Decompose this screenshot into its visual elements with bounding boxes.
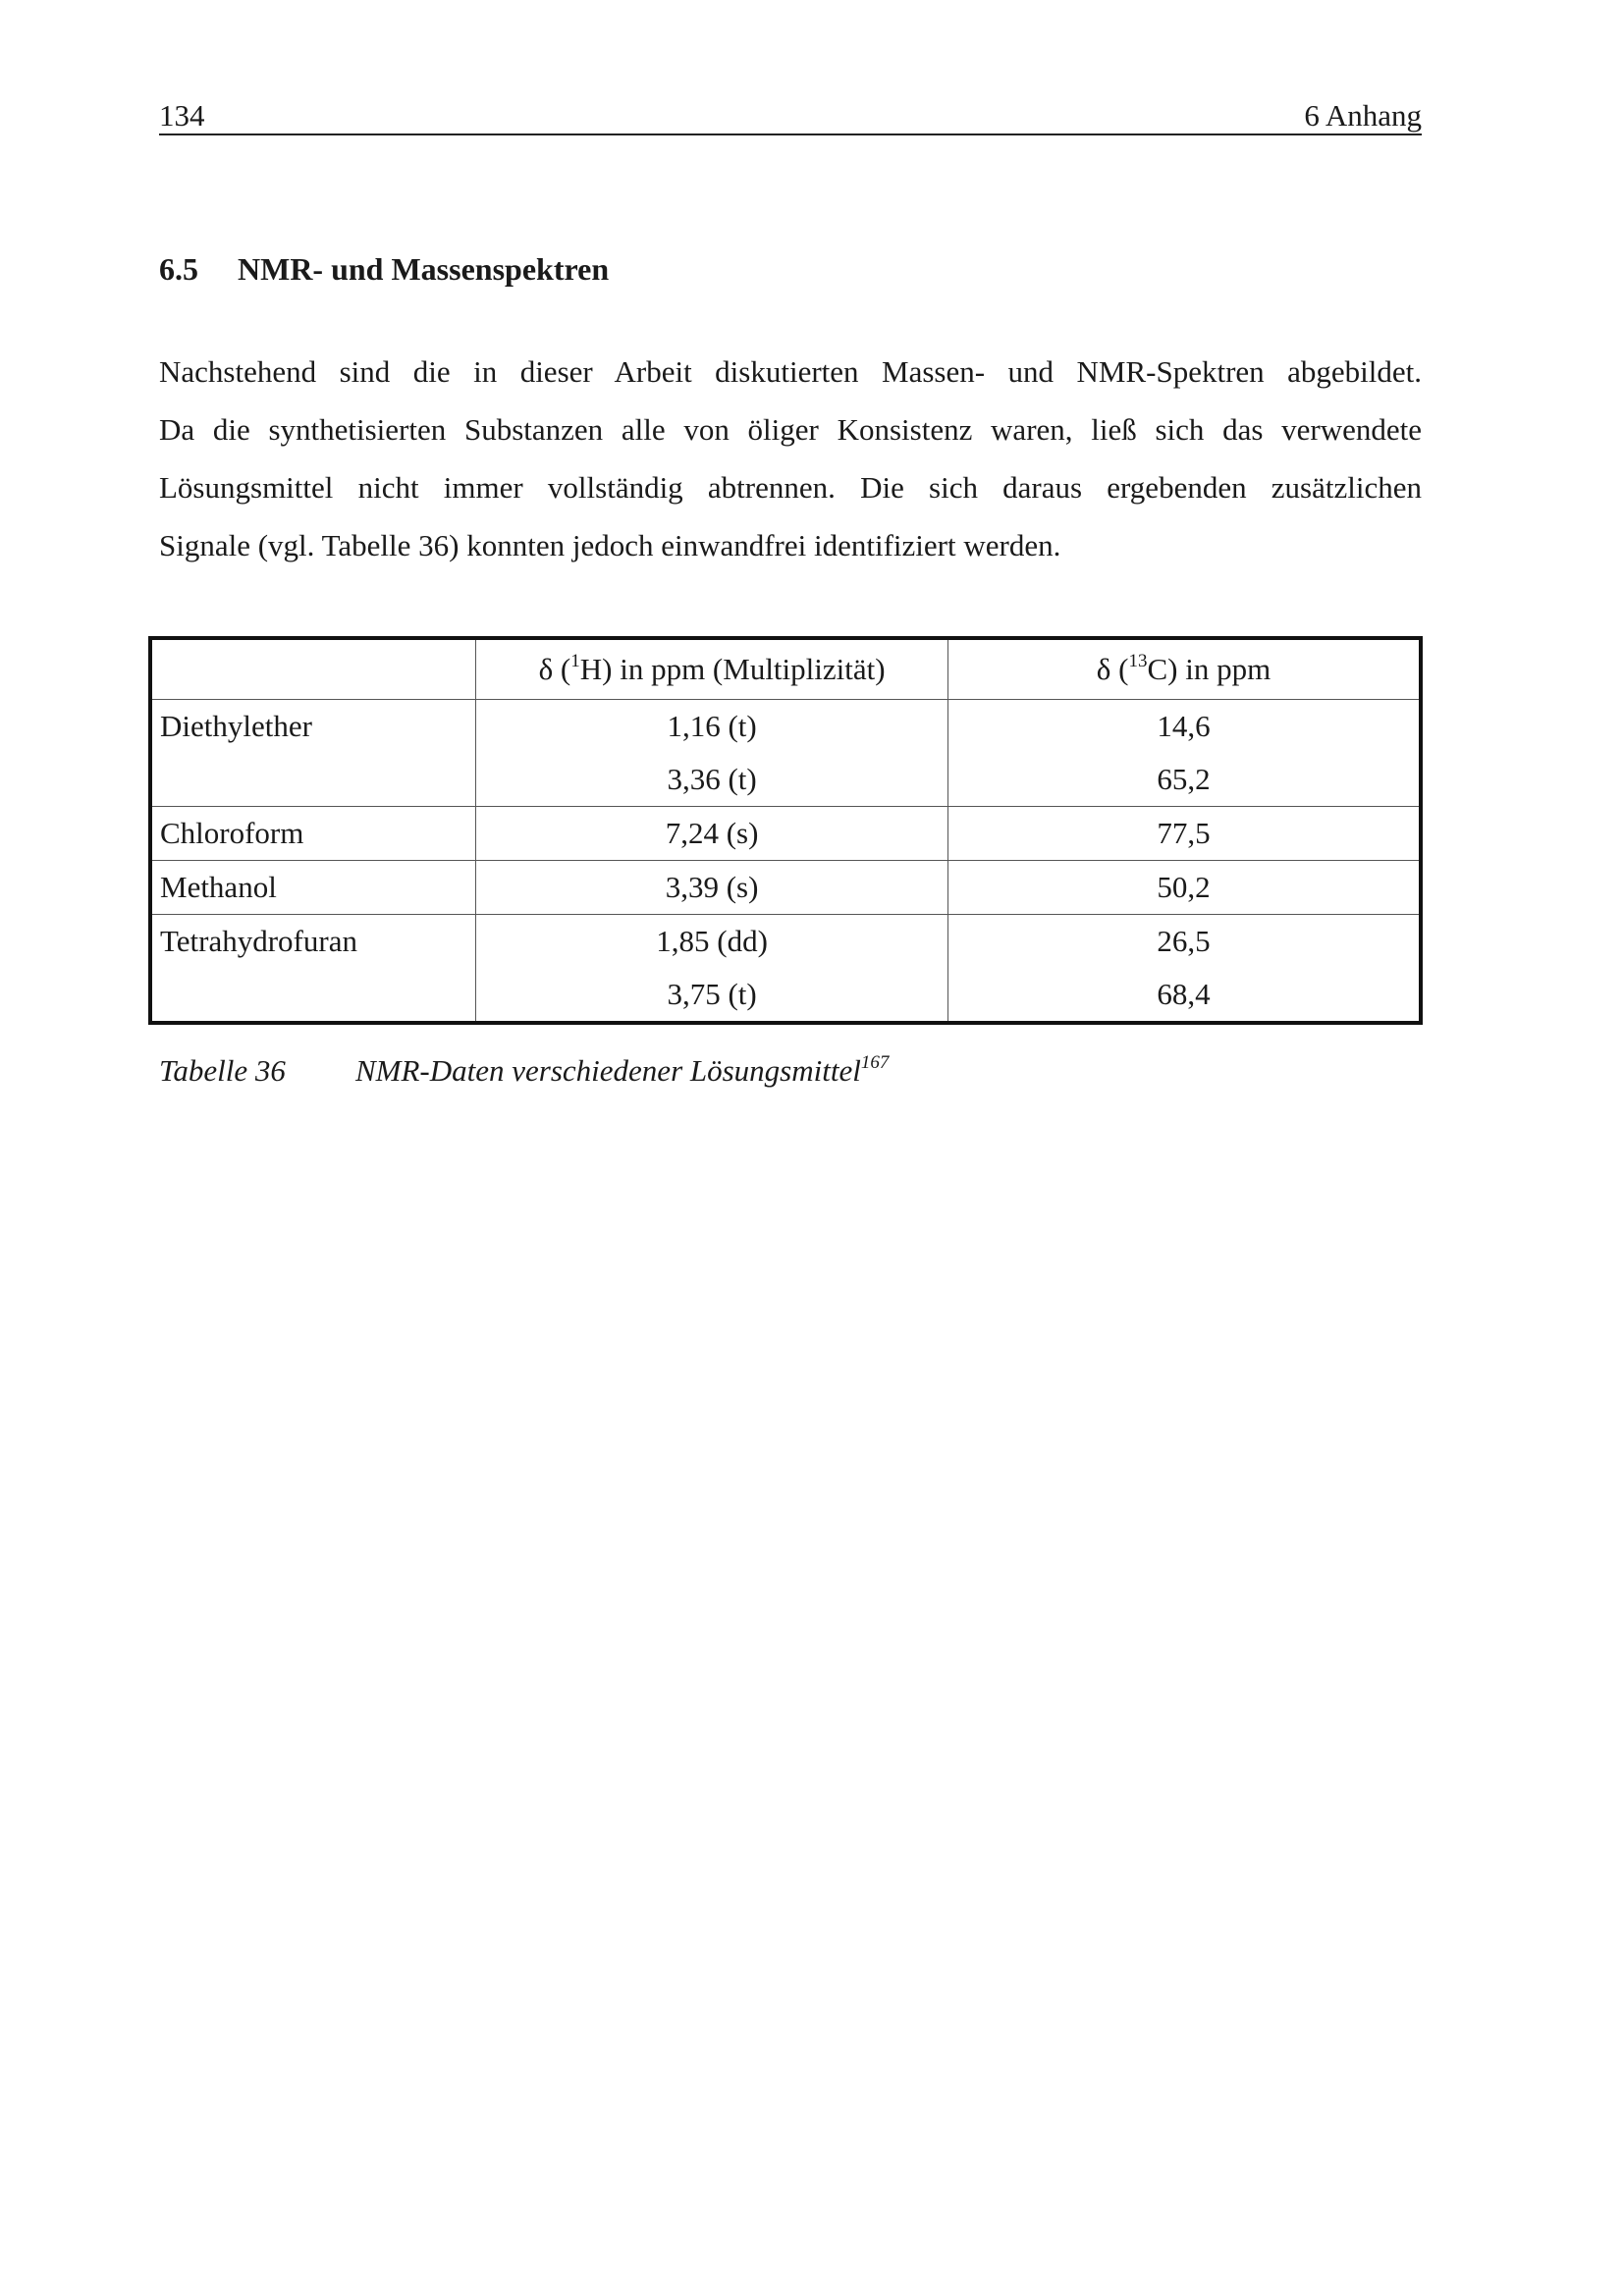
solvent-name: Diethylether: [150, 700, 476, 754]
section-title: NMR- und Massenspektren: [238, 251, 610, 287]
section-heading: [159, 249, 609, 289]
proton-shift: 1,16 (t): [476, 700, 948, 754]
carbon-shift: 14,6: [948, 700, 1422, 754]
solvent-name: Chloroform: [150, 807, 476, 861]
solvent-name-empty: [150, 753, 476, 807]
proton-shift: 3,36 (t): [476, 753, 948, 807]
caption-label: Tabelle 36: [159, 1053, 286, 1088]
caption-text: NMR-Daten verschiedener Lösungsmittel: [355, 1053, 861, 1088]
page-number: 134: [159, 98, 205, 133]
header-solvent: [150, 638, 476, 700]
carbon-shift: 26,5: [948, 915, 1422, 969]
proton-shift: 3,75 (t): [476, 968, 948, 1023]
carbon-shift: 68,4: [948, 968, 1422, 1023]
carbon-shift: 50,2: [948, 861, 1422, 915]
header-carbon-shift: δ ($^{13}$C) in ppm: [948, 638, 1422, 700]
paragraph-line: Nachstehend sind die in dieser Arbeit diskutierten Massen- und NMR-Spektren abgebildet.: [159, 354, 1422, 389]
table-caption: [159, 1051, 889, 1091]
caption-reference: 167: [860, 1051, 890, 1073]
solvent-name: Tetrahydrofuran: [150, 915, 476, 969]
proton-shift: 7,24 (s): [476, 807, 948, 861]
header-proton-shift: δ ($^1$H) in ppm (Multiplizität): [476, 638, 948, 700]
carbon-shift: 77,5: [948, 807, 1422, 861]
solvent-name-empty: [150, 968, 476, 1023]
table-row: [150, 968, 1421, 1023]
table-header-row: [150, 638, 1421, 700]
nmr-solvent-table: [148, 636, 1423, 1025]
chapter-label: 6 Anhang: [1304, 98, 1422, 133]
table-row: [150, 861, 1421, 915]
page-header: [159, 98, 1422, 135]
paragraph-line: Signale (vgl. Tabelle 36) konnten jedoch einwandfrei identifiziert werden.: [159, 528, 1061, 562]
proton-shift: 1,85 (dd): [476, 915, 948, 969]
table-row: [150, 700, 1421, 754]
carbon-shift: 65,2: [948, 753, 1422, 807]
proton-shift: 3,39 (s): [476, 861, 948, 915]
section-number: 6.5: [159, 251, 198, 287]
table-row: [150, 915, 1421, 969]
solvent-name: Methanol: [150, 861, 476, 915]
intro-paragraph: [159, 343, 1422, 574]
table-row: [150, 753, 1421, 807]
paragraph-line: Da die synthetisierten Substanzen alle von öliger Konsistenz waren, ließ sich das verwendete: [159, 412, 1422, 447]
paragraph-line: Lösungsmittel nicht immer vollständig abtrennen. Die sich daraus ergebenden zusätzlichen: [159, 470, 1422, 505]
table-row: [150, 807, 1421, 861]
